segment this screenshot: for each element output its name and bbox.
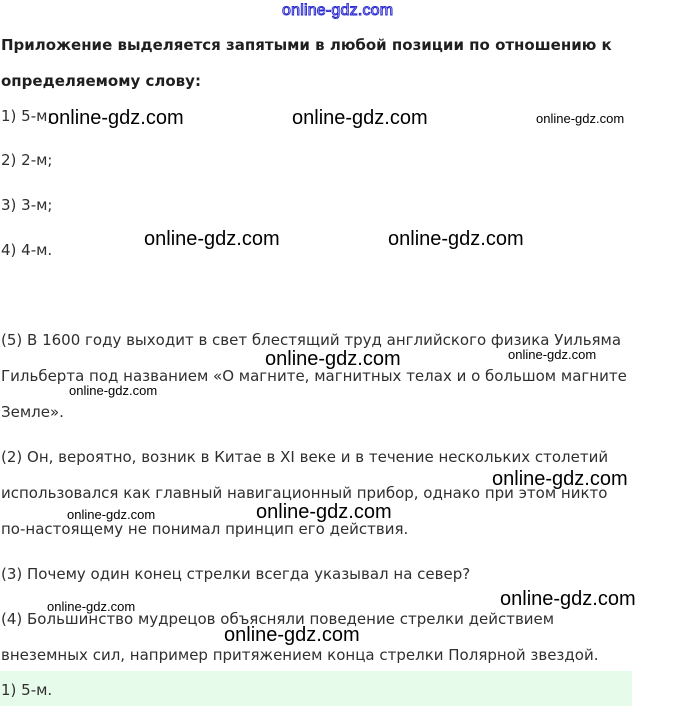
text-line-6: по-настоящему не понимал принцип его действия. <box>1 520 409 538</box>
text-line-7: (3) Почему один конец стрелки всегда указывал на север? <box>1 565 471 583</box>
text-line-1: (5) В 1600 году выходит в свет блестящий труд английского физика Уильяма <box>1 331 622 349</box>
watermark: online-gdz.com <box>224 624 360 646</box>
watermark: online-gdz.com <box>47 599 136 614</box>
text-line-8: (4) Большинство мудрецов объясняли поведение стрелки действием <box>1 610 555 628</box>
watermark: online-gdz.com <box>67 507 156 522</box>
watermark: online-gdz.com <box>48 107 184 129</box>
text-line-9: внеземных сил, например притяжением конца стрелки Полярной звездой. <box>1 646 599 664</box>
answer-text: 1) 5-м. <box>1 681 53 699</box>
option-4: 4) 4-м. <box>1 241 53 259</box>
option-2: 2) 2-м; <box>1 151 53 169</box>
question-line-2: определяемому слову: <box>1 72 201 90</box>
watermark: online-gdz.com <box>508 347 597 362</box>
watermark: online-gdz.com <box>256 501 392 523</box>
watermark: online-gdz.com <box>144 228 280 250</box>
text-line-4: (2) Он, вероятно, возник в Китае в XI веке и в течение нескольких столетий <box>1 448 609 466</box>
watermark: online-gdz.com <box>265 348 401 370</box>
watermark: online-gdz.com <box>492 468 628 490</box>
watermark: online-gdz.com <box>292 107 428 129</box>
header-watermark[interactable]: online-gdz.com <box>282 2 394 19</box>
watermark: online-gdz.com <box>536 111 625 126</box>
option-3: 3) 3-м; <box>1 196 53 214</box>
option-1: 1) 5-м; <box>1 107 53 125</box>
text-line-2: Гильберта под названием «О магните, магнитных телах и о большом магните <box>1 367 627 385</box>
text-line-5: использовался как главный навигационный прибор, однако при этом никто <box>1 484 608 502</box>
text-line-3: Земле». <box>1 403 64 421</box>
watermark: online-gdz.com <box>69 383 158 398</box>
answer-highlight <box>0 671 632 706</box>
question-line-1: Приложение выделяется запятыми в любой позиции по отношению к <box>1 36 612 54</box>
watermark: online-gdz.com <box>500 588 636 610</box>
watermark: online-gdz.com <box>388 228 524 250</box>
